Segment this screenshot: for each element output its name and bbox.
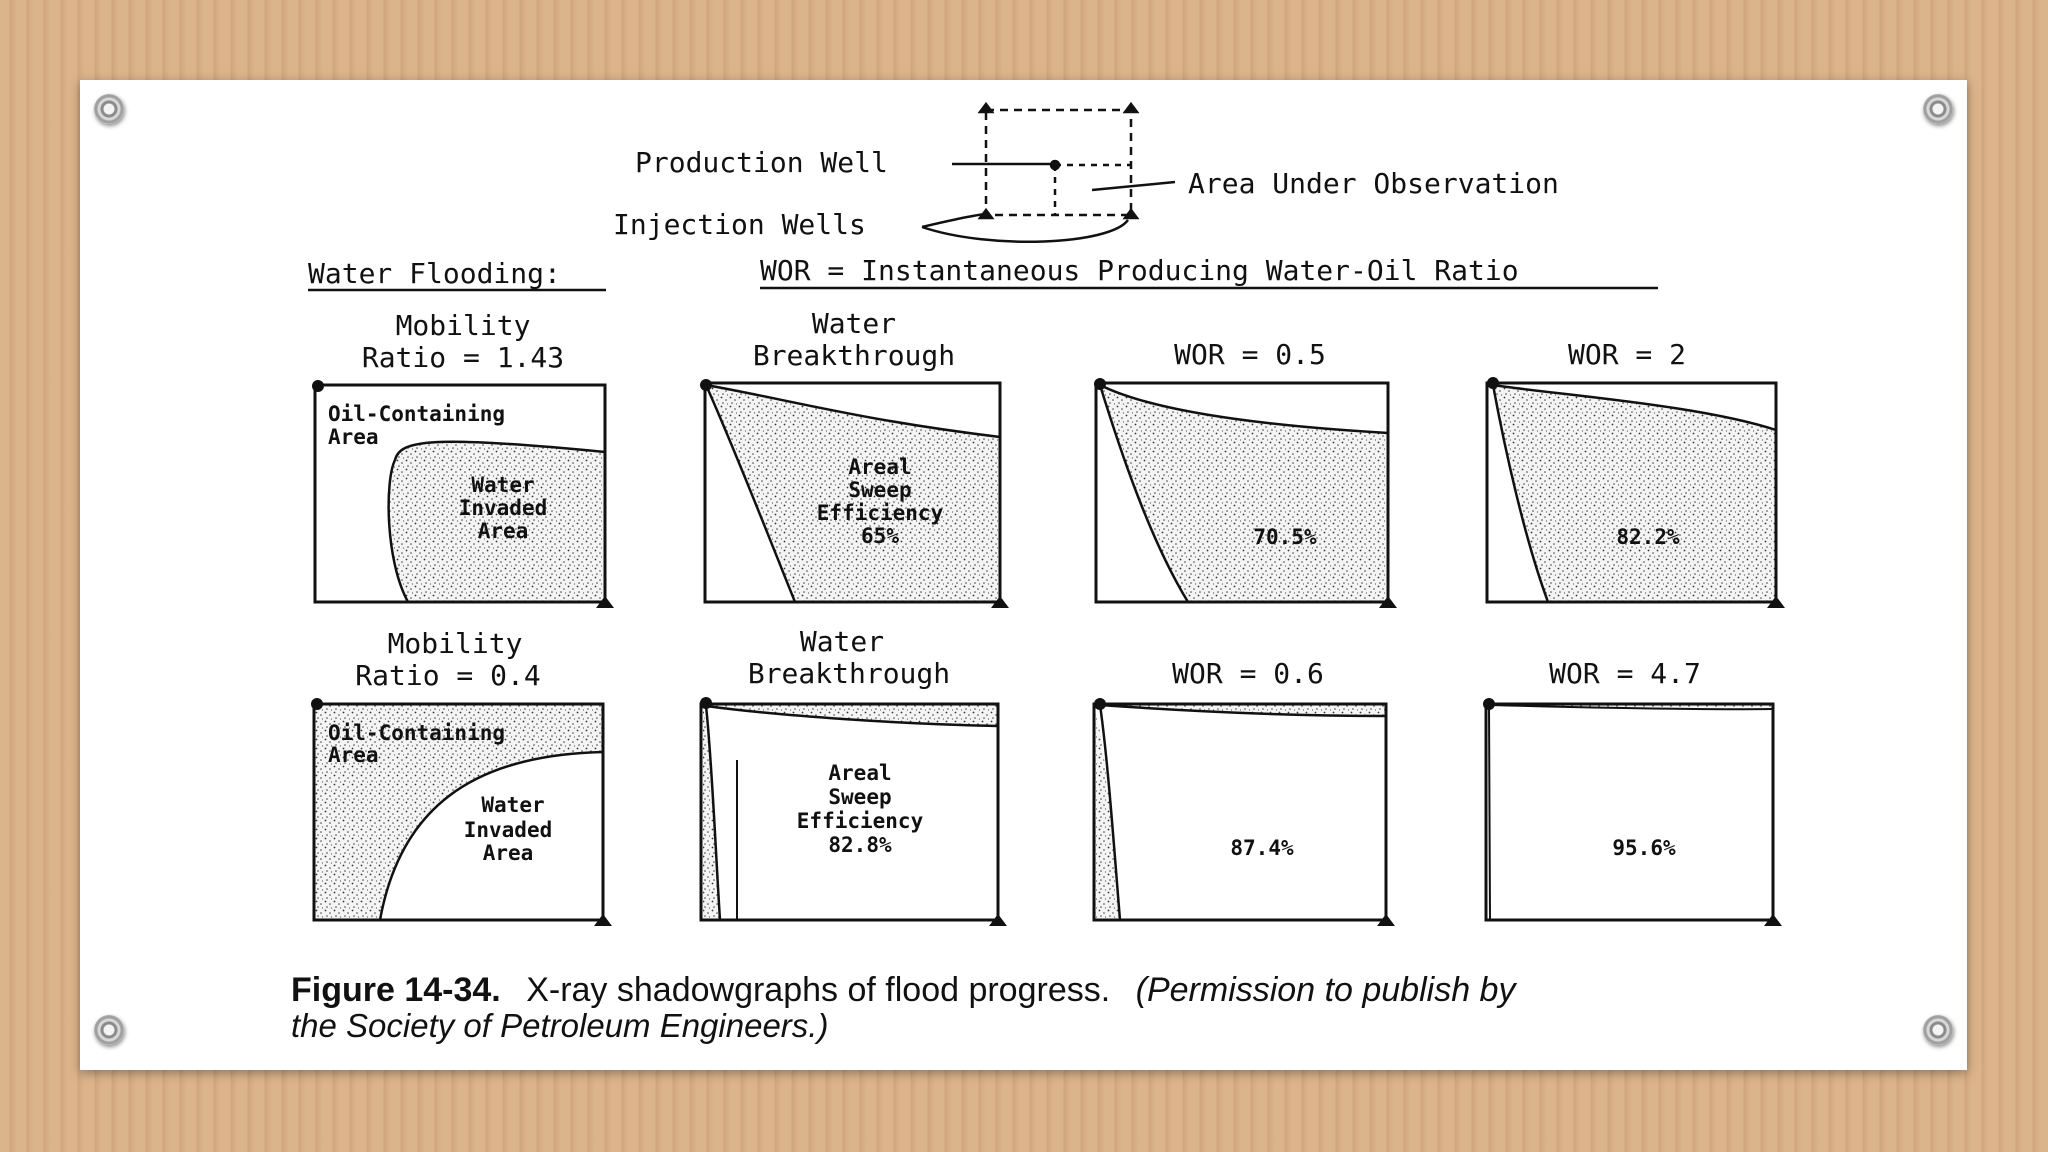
r1-p1-water-line2: Invaded — [458, 496, 548, 520]
r1-p2-label-line3: Efficiency — [816, 501, 944, 525]
r1-panel2-title-line2: Breakthrough — [752, 339, 956, 372]
r2-panel2-title-line2: Breakthrough — [747, 657, 951, 690]
slide-card — [80, 80, 1967, 1070]
caption-text: X-ray shadowgraphs of flood progress. — [526, 971, 1111, 1009]
r2-p2-label-line2: Sweep — [828, 785, 892, 809]
r1-p3-value: 70.5% — [1253, 525, 1317, 549]
r1-panel4 — [1487, 377, 1785, 608]
r2-p2-label-line3: Efficiency — [796, 809, 924, 833]
r2-panel1-title-line1: Mobility — [387, 627, 523, 660]
r2-panel4-title: WOR = 4.7 — [1549, 657, 1701, 690]
r2-panel1-title-line2: Ratio = 0.4 — [355, 659, 541, 692]
r2-p1-water-line1: Water — [481, 793, 545, 817]
r1-p2-label-line1: Areal — [848, 455, 912, 479]
injection-wells-label: Injection Wells — [613, 208, 866, 241]
r2-panel2-title-line1: Water — [799, 625, 885, 658]
r1-panel1-title-line1: Mobility — [395, 309, 531, 342]
figure-caption-line1 — [291, 971, 1517, 1009]
r2-p3-value: 87.4% — [1230, 836, 1294, 860]
r1-p1-water-line1: Water — [471, 473, 535, 497]
r1-p1-oil-line1: Oil-Containing — [328, 402, 506, 426]
r2-p2-label-line4: 82.8% — [828, 833, 892, 857]
r2-p1-oil-line1: Oil-Containing — [328, 721, 506, 745]
well-schematic — [922, 104, 1175, 242]
area-under-observation-label: Area Under Observation — [1188, 167, 1559, 200]
figure-label: Figure 14-34. — [291, 971, 501, 1009]
production-well-marker — [1051, 161, 1059, 169]
r2-p1-oil-line2: Area — [328, 743, 379, 767]
r1-panel3 — [1094, 378, 1397, 608]
r2-p1-water-line3: Area — [482, 841, 534, 865]
production-well-label: Production Well — [635, 146, 888, 179]
r1-panel4-title: WOR = 2 — [1567, 338, 1687, 371]
r1-p4-value: 82.2% — [1616, 525, 1680, 549]
flood-progress-figure — [80, 80, 1967, 1070]
r2-p2-label-line1: Areal — [828, 761, 892, 785]
r1-panel2-title-line1: Water — [811, 307, 897, 340]
permission-line1: (Permission to publish by — [1135, 971, 1516, 1009]
r1-panel3-title: WOR = 0.5 — [1174, 338, 1326, 371]
r1-panel1-title-line2: Ratio = 1.43 — [361, 341, 565, 374]
r2-panel3-title: WOR = 0.6 — [1172, 657, 1324, 690]
r2-p4-value: 95.6% — [1612, 836, 1676, 860]
r1-p1-water-line3: Area — [477, 519, 529, 543]
water-flooding-label: Water Flooding: — [308, 257, 561, 290]
r2-panel3 — [1094, 698, 1395, 926]
r1-p2-label-line2: Sweep — [848, 478, 912, 502]
r2-panel4 — [1483, 698, 1782, 926]
r2-p1-water-line2: Invaded — [463, 818, 553, 842]
r1-p2-label-line4: 65% — [861, 524, 899, 548]
r1-p1-oil-line2: Area — [328, 425, 379, 449]
permission-line2: the Society of Petroleum Engineers.) — [291, 1007, 829, 1044]
wor-definition: WOR = Instantaneous Producing Water-Oil Ratio — [760, 254, 1519, 287]
